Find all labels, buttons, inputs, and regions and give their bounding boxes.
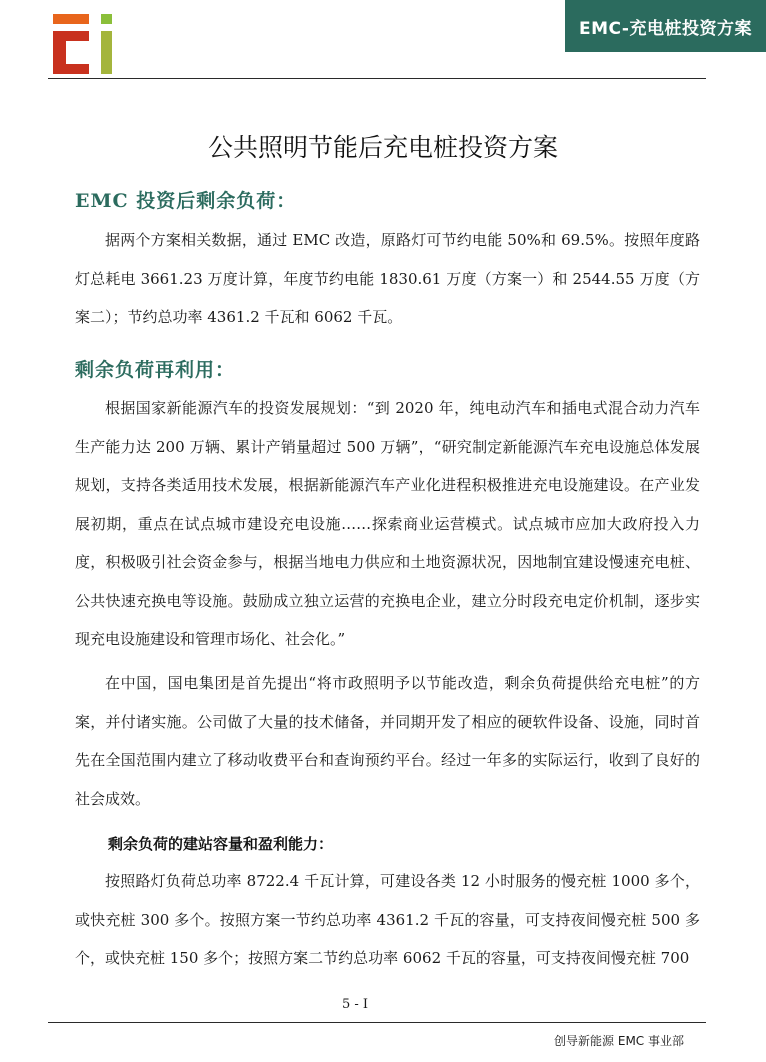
logo-olive-bar xyxy=(101,31,112,74)
paragraph-national-plan: 根据国家新能源汽车的投资发展规划：“到 2020 年，纯电动汽车和插电式混合动力汽车生产能力达 200 万辆、累计产销量超过 500 万辆”，“研究制定新能源汽车充电设施总体发展规划，支持各类适用技术发展，根据新能源汽车产业化进程积极推进充电设施建设。在产业发展初期，重点在试点城市建设充电设施……探索商业运营模式。试点城市应加大政府投入力度，积极吸引社会资金参与，根据当地电力供应和土地资源状况，因地制宜建设慢速充电桩、公共快速充换电等设施。鼓励成立独立运营的充换电企业，建立分时段充电定价机制，逐步实现充电设施建设和管理市场化、社会化。” xyxy=(75,399,700,648)
header-divider xyxy=(48,78,706,79)
paragraph-guodian: 在中国，国电集团是首先提出“将市政照明予以节能改造，剩余负荷提供给充电桩”的方案，并付诸实施。公司做了大量的技术储备，并同期开发了相应的硬软件设备、设施，同时首先在全国范围内建立了移动收费平台和查询预约平台。经过一年多的实际运行，收到了良好的社会成效。 xyxy=(75,674,700,808)
logo-orange-block xyxy=(53,14,89,24)
paragraph-capacity: 按照路灯负荷总功率 8722.4 千瓦计算，可建设各类 12 小时服务的慢充桩 1000 多个，或快充桩 300 多个。按照方案一节约总功率 4361.2 千瓦的容量，可支持夜间慢充桩 500 多个，或快充桩 150 多个；按照方案二节约总功率 6062 千瓦的容量，可支持夜间慢充桩 700 xyxy=(75,872,700,967)
header-document-tag: EMC-充电桩投资方案 xyxy=(565,0,766,52)
footer-divider xyxy=(48,1022,706,1023)
page-title: 公共照明节能后充电桩投资方案 xyxy=(207,133,558,162)
section-heading-reuse: 剩余负荷再利用： xyxy=(75,359,236,381)
subheading-capacity-profit: 剩余负荷的建站容量和盈利能力： xyxy=(108,835,334,853)
footer-department: 创导新能源 EMC 事业部 xyxy=(554,1034,684,1048)
section-heading-remaining-load: EMC 投资后剩余负荷： xyxy=(75,190,297,212)
logo-green-block xyxy=(101,14,112,24)
page-number: 5 - I xyxy=(341,997,369,1012)
ei-logo xyxy=(53,14,117,74)
logo-red-base xyxy=(53,64,89,74)
paragraph-savings: 据两个方案相关数据，通过 EMC 改造，原路灯可节约电能 50%和 69.5%。按照年度路灯总耗电 3661.23 万度计算，年度节约电能 1830.61 万度（方案一）和 2544.55 万度（方案二）；节约总功率 4361.2 千瓦和 6062 千瓦。 xyxy=(75,231,700,326)
